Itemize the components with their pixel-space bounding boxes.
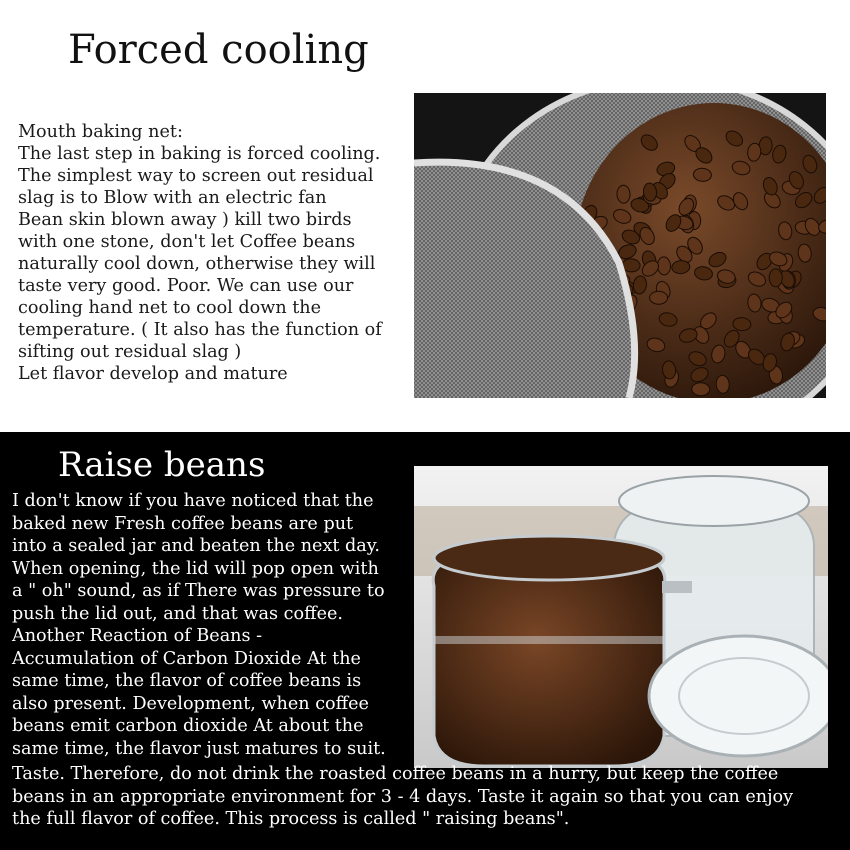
text-line: with one stone, don't let Coffee beans (18, 232, 356, 252)
text-line: into a sealed jar and beaten the next day. (12, 536, 380, 556)
raise-beans-title: Raise beans (58, 445, 266, 485)
forced-cooling-title: Forced cooling (68, 27, 369, 73)
coffee-bean (650, 291, 668, 304)
text-line: Accumulation of Carbon Dioxide At the (12, 648, 361, 669)
coffee-bean (657, 257, 671, 276)
text-line: a " oh" sound, as if There was pressure to (12, 581, 385, 601)
sieve-with-coffee-beans-photo (414, 93, 826, 398)
text-line: same time, the flavor of coffee beans is (12, 671, 362, 691)
text-line: The last step in baking is forced cooling. (18, 144, 381, 164)
text-line: temperature. ( It also has the function of (18, 320, 382, 340)
text-line: baked new Fresh coffee beans are put (12, 513, 354, 534)
text-line: taste very good. Poor. We can use our (18, 276, 354, 296)
text-line: The simplest way to screen out residual (18, 166, 374, 186)
raise-beans-text (12, 490, 412, 760)
coffee-jars-photo (414, 466, 828, 768)
text-line: same time, the flavor just matures to suit. (12, 738, 386, 759)
coffee-bean (617, 185, 631, 203)
text-line: slag is to Blow with an electric fan (18, 188, 327, 208)
text-line: Another Reaction of Beans - (12, 626, 263, 646)
coffee-bean (769, 269, 782, 287)
raise-beans-conclusion (12, 763, 793, 831)
raise-beans-section (0, 432, 850, 850)
coffee-bean (692, 383, 710, 396)
text-line: also present. Development, when coffee (12, 693, 369, 714)
text-line: When opening, the lid will pop open with (12, 558, 379, 579)
text-line: beans emit carbon dioxide At about the (12, 716, 364, 736)
text-line: cooling hand net to cool down the (18, 298, 322, 318)
text-line: Mouth baking net: (18, 122, 183, 142)
text-line: Bean skin blown away ) kill two birds (18, 210, 352, 230)
text-line: Taste. Therefore, do not drink the roasted coffee beans in a hurry, but keep the coffee (12, 764, 779, 784)
text-line: push the lid out, and that was coffee. (12, 603, 343, 624)
text-line: beans in an appropriate environment for 3 - 4 days. Taste it again so that you can enjoy (12, 786, 794, 807)
text-line: I don't know if you have noticed that the (12, 491, 374, 511)
text-line: Let flavor develop and mature (18, 364, 288, 384)
text-line: naturally cool down, otherwise they will (18, 254, 376, 274)
text-line: the full flavor of coffee. This process is called " raising beans". (12, 809, 570, 829)
text-line: sifting out residual slag ) (18, 342, 242, 362)
forced-cooling-text (18, 121, 413, 385)
